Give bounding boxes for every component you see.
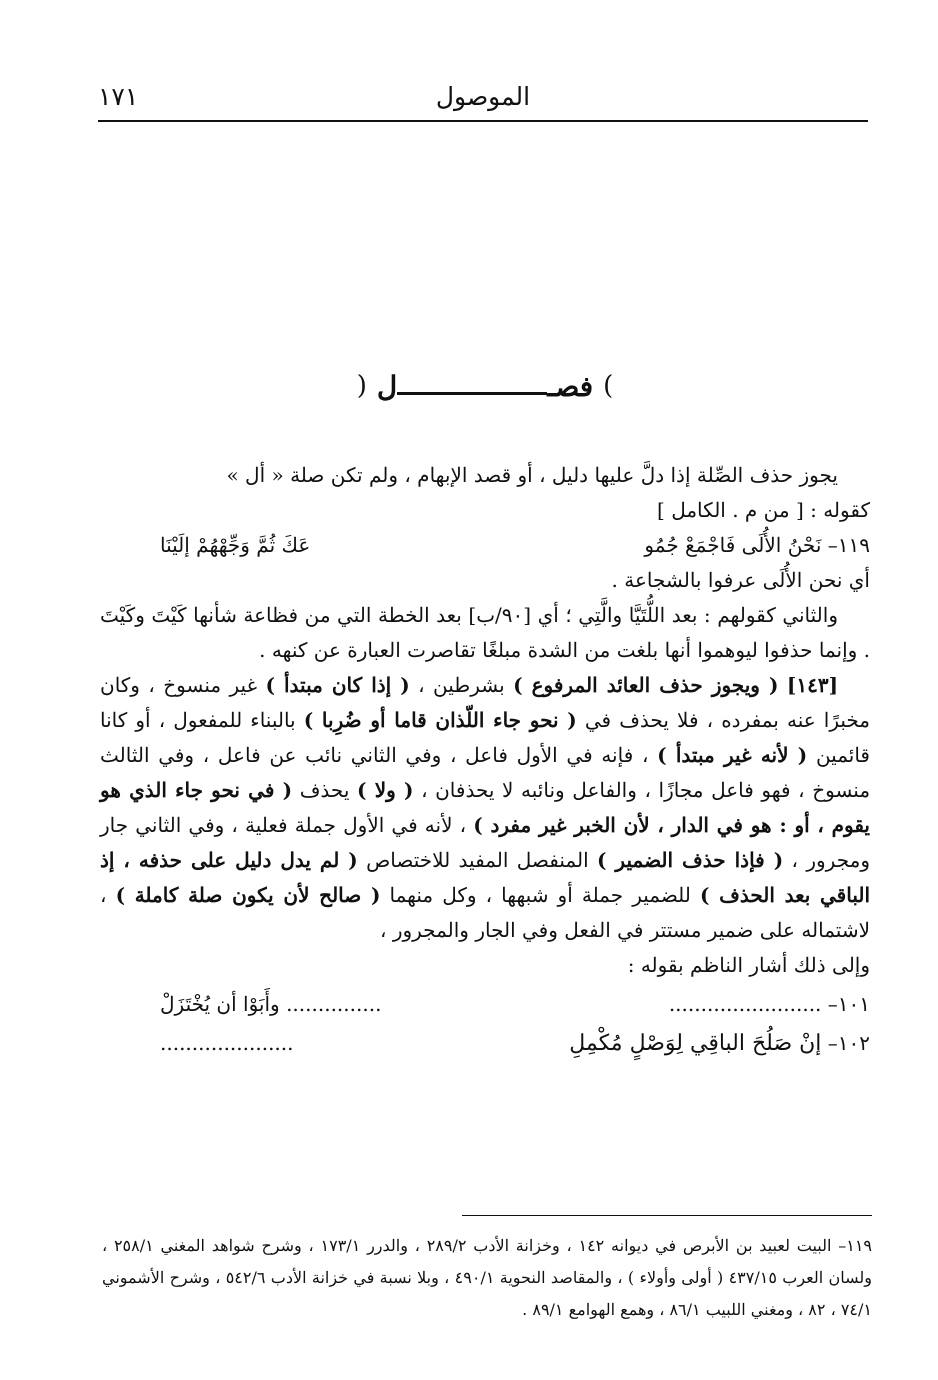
section-title-tail: ل xyxy=(376,369,398,403)
sharh-6: ، لأنه في الأول جملة فعلية ، وفي الثاني جار ومجرور ، xyxy=(100,813,871,872)
sharh-9: ، لاشتماله على ضمير مستتر في الفعل وفي الجار والمجرور ، xyxy=(100,883,870,942)
section-title: فصـ xyxy=(547,369,594,403)
sharh-3: بالبناء للمفعول ، أو كانا قائمين xyxy=(100,708,870,767)
paragraph-1b: كقوله : [ من م . الكامل ] xyxy=(657,498,870,522)
section-open-paren: ( xyxy=(603,371,614,401)
sharh-7: المنفصل المفيد للاختصاص xyxy=(366,848,589,872)
sharh-8: للضمير جملة أو شبهها ، وكل منهما xyxy=(389,883,691,907)
page-number: ١٧١ xyxy=(98,82,139,111)
sharh-5: يحذف xyxy=(299,778,350,802)
verse-102-number: ١٠٢– xyxy=(827,1031,870,1055)
section-kashida xyxy=(397,392,547,395)
verse-102 xyxy=(100,1026,870,1061)
section-heading xyxy=(300,362,670,410)
matn-8: ( لم يدل دليل على حذفه ، إذ الباقي بعد الحذف ) xyxy=(100,848,871,907)
sharh-2: غير منسوخ ، وكان مخبرًا عنه بمفرده ، فلا يحذف في xyxy=(100,673,871,732)
rule-number: [١٤٣] xyxy=(786,673,839,697)
section-close-paren: ) xyxy=(356,371,367,401)
verse-119 xyxy=(100,528,870,563)
matn-4: ( لأنه غير مبتدأ ) xyxy=(657,743,808,767)
verse-102-dots: ..................... xyxy=(160,1031,294,1055)
verse-first-hemistich: نَحْنُ الأُلَى فَاجْمَعْ جُمُو xyxy=(644,533,822,557)
matn-9: ( صالح لأن يكون صلة كاملة ) xyxy=(115,883,381,907)
main-text xyxy=(100,458,870,1061)
verse-second-hemistich: عَكَ ثُمَّ وَجِّهْهُمْ إلَيْنَا xyxy=(160,533,311,557)
paragraph-5: وإلى ذلك أشار الناظم بقوله : xyxy=(627,953,870,977)
matn-1: ( ويجوز حذف العائد المرفوع ) xyxy=(513,673,779,697)
verse-101-dots: ........................ xyxy=(668,992,822,1016)
page-header xyxy=(98,82,868,118)
footnote-rule xyxy=(462,1215,872,1216)
verse-101-text: ............... وأَبَوْا أن يُخْتَزَلْ xyxy=(160,992,382,1016)
paragraph-1: يجوز حذف الصِّلة إذا دلَّ عليها دليل ، أو قصد الإبهام ، ولم تكن صلة « أل » xyxy=(226,463,838,487)
verse-102-text: إنْ صَلُحَ الباقِي لِوَصْلٍ مُكْمِلِ xyxy=(569,1031,822,1056)
sharh-4: ، فإنه في الأول فاعل ، وفي الثاني نائب عن فاعل ، وفي الثالث منسوخ ، فهو فاعل مجازًا ، والفاعل ونائبه لا يحذفان ، xyxy=(100,743,871,802)
matn-5: ( ولا ) xyxy=(357,778,414,802)
verse-number: ١١٩– xyxy=(827,533,870,557)
verse-101 xyxy=(100,987,870,1022)
footnote-119: ١١٩– البيت لعبيد بن الأبرص في ديوانه ١٤٢ ، وخزانة الأدب ٢٨٩/٢ ، والدرر ١٧٣/١ ، وشرح شواهد المغني ٢٥٨/١ ، ولسان العرب ٤٣٧/١٥ ( أولى وأولاء ) ، والمقاصد النحوية ٤٩٠/١ ، وبلا نسبة في خزانة الأدب ٥٤٢/٦ ، وشرح الأشموني ٧٤/١ ، ٨٢ ، ومغني اللبيب ٨٦/١ ، وهمع الهوامع ٨٩/١ . xyxy=(102,1236,873,1319)
paragraph-2: أي نحن الأُلَى عرفوا بالشجاعة . xyxy=(611,568,870,592)
matn-2: ( إذا كان مبتدأ ) xyxy=(265,673,410,697)
sharh-1: بشرطين ، xyxy=(418,673,505,697)
paragraph-3: والثاني كقولهم : بعد اللُّتَيَّا والَّتِي ؛ أي [٩٠/ب] بعد الخطة التي من فظاعة شأنها كَيْتَ وكَيْتَ . وإنما حذفوا ليوهموا أنها بلغت من الشدة مبلغًا تقاصرت العبارة عن كنهه . xyxy=(100,603,870,662)
header-rule xyxy=(98,120,868,122)
verse-101-number: ١٠١– xyxy=(827,992,870,1016)
footnotes xyxy=(102,1230,872,1326)
running-title: الموصول xyxy=(435,82,531,111)
matn-3: ( نحو جاء اللّذان قاما أو ضُرِبا ) xyxy=(303,708,577,732)
matn-6: ( في نحو جاء الذي هو يقوم ، أو : هو في الدار ، لأن الخبر غير مفرد ) xyxy=(100,778,870,837)
paragraph-4 xyxy=(100,668,870,948)
matn-7: ( فإذا حذف الضمير ) xyxy=(597,848,784,872)
